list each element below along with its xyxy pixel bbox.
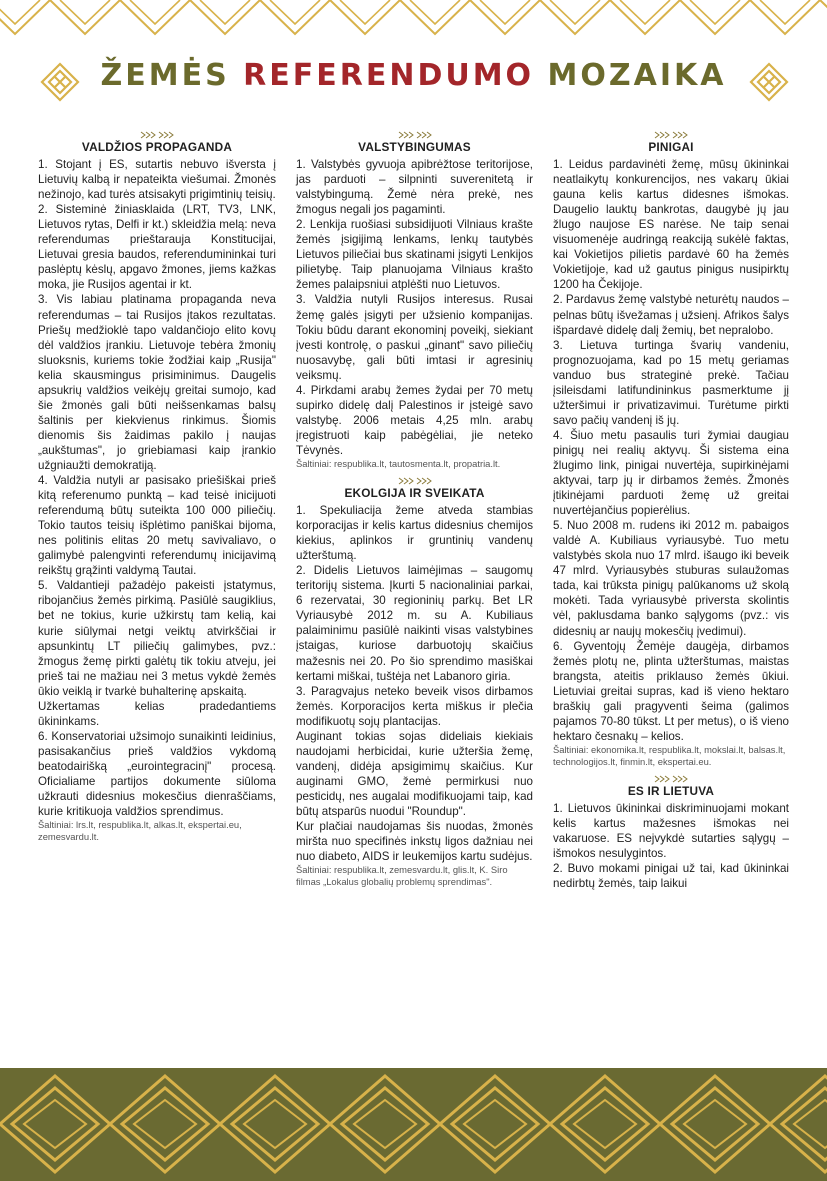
paragraph: Auginant tokias sojas dideliais kiekiais naudojami herbicidai, kurie užteršia žemę, vandenį, didėja apsigimimų skaičius. Kur auginami GMO, žemė permirkusi nuo pesticidų, nes augalai modifikuojami taip, kad būtų atsparūs nuodui "Roundup". (296, 729, 533, 818)
ornament-diamond (330, 1076, 440, 1172)
paragraph: 4. Pirkdami arabų žemes žydai per 70 metų supirko didelę dalį Palestinos ir įsteigė savo valstybę. 2006 metais 4,25 mln. arabų įregistruoti kaip pabėgėliai, jie neteko Tėvynės. (296, 383, 533, 457)
ornament-line (480, 0, 530, 24)
ornament-line (680, 0, 750, 34)
ornament-line (50, 0, 120, 34)
paragraph: 1. Stojant į ES, sutartis nebuvo išversta į Lietuvių kalbą ir nepateikta viešumai. Žmonės nežinojo, kad turės atsisakyti prigimtinių teisių. (38, 158, 276, 202)
ornament-diamond (782, 1088, 827, 1160)
paragraph: 5. Valdantieji pažadėjo pakeisti įstatymus, ribojančius žemės pirkimą. Pasiūlė saugiklius, bet ne tokius, kurie užkirstų tam kelią, kai kurie siūlymai netgi veiktų atvirkščiai ir apsunkintų LT piliečių galimybes, pvz.: žmogus žemę pirkti galėtų tik tokiu atveju, jei prieš tai ne mažiau nei 3 metus vykdė žemės ūkio veiklą ir tvarkė buhalterinę apskaitą. (38, 579, 276, 698)
chevron-ornament-icon (38, 128, 276, 138)
ornament-line (0, 0, 40, 24)
paragraph: 6. Gyventojų Žemėje daugėja, dirbamos žemės plotų ne, plinta užterštumas, maistas brangsta, ateitis priklauso žemės ūkiui. Lietuviai greitai supras, kad iš vieno hektaro braškių gali pragyventi šeima (galimos pajamos 70-80 tūkst. Lt per metus), o iš vieno hektaro česnakų – kelios. (553, 639, 789, 743)
ornament-diamond (220, 1076, 330, 1172)
paragraph: 2. Buvo mokami pinigai už tai, kad ūkininkai nedirbtų žemės, taip laikui (553, 862, 789, 891)
paragraph: 2. Lenkija ruošiasi subsidijuoti Vilniaus krašte žemės įsigijimą lenkams, lenkų tautybės Lietuvos piliečiai bus skatinami įsigyti Lenkijos pilietybę. Taip planuojama Vilniaus krašto žemes palaipsniui atplėšti nuo Lietuvos. (296, 218, 533, 292)
section-heading: PINIGAI (648, 140, 694, 154)
ornament-line (750, 0, 820, 34)
ornament-line (330, 0, 400, 34)
ornament-line (200, 0, 250, 24)
section-heading: EKOLGIJA IR SVEIKATA (344, 485, 485, 500)
ornament-line (820, 0, 827, 34)
paragraph: 1. Lietuvos ūkininkai diskriminuojami mokant kelis kartus mažesnes išmokas nei vakaruose. ES nejvykdė sutarties sąlygų – išmokos nesulygintos. (553, 801, 789, 861)
source-note: Šaltiniai: lrs.lt, respublika.lt, alkas.lt, ekspertai.eu, zemesvardu.lt. (38, 819, 242, 843)
paragraph: 1. Spekuliacija žeme atveda stambias korporacijas ir kelis kartus didesnius chemijos kiekius, aplinkos ir gruntinių vandenų užterštumą. (296, 504, 533, 563)
source-note: Šaltiniai: ekonomika.lt, respublika.lt, mokslai.lt, balsas.lt, technologijos.lt, finmin.lt, ekspertai.eu. (553, 743, 786, 767)
paragraph: 3. Lietuva turtinga švarių vandeniu, prognozuojama, kad po 15 metų geriamas vanduo bus strateginė prekė. Tačiau įsileisdami latifundininkus pasmerktume jį užteršimui ir privatizavimui. Turėtume pirkti savo pačių vandenį iš jų. (553, 338, 789, 427)
ornament-line (260, 0, 330, 34)
chevron-ornament-icon (296, 128, 533, 138)
title-word-1: ŽEMĖS (100, 58, 230, 93)
paragraph: 5. Nuo 2008 m. rudens iki 2012 m. pabaigos valdė A. Kubiliaus vyriausybė. Tuo metu valstybės skola nuo 17 mlrd. išaugo iki beveik 47 mlrd. Vyriausybės stuburas sulaužomas tada, kai trūksta pinigų palūkanoms už skolą mokėti. Tada vyriausybė priversta skolintis vėl, paklusdama banko sąlygoms (pvz.: vis didesnių ar naujų mokesčių įvedimui). (553, 519, 789, 638)
paragraph: 3. Vis labiau platinama propaganda neva referendumas – tai Rusijos įtakos rezultatas. Priešų medžioklė tapo valdančiojo elito kovų dėl valdžios įrankiu. Lietuvoje tebėra žmonių sluoksnis, kuriems tokie žodžiai kaip „Rusija" kelia skausmingus prisiminimus. Daugelis apsukrių valdžios veikėjų greitai sumojo, kad šie žmonės gali būti neišsenkamas balsų šaltinis per kiekvienus rinkimus. Šiomis dienomis šis žaidimas pakilo į naujas „aukštumas", jo griebiamasi kaip įrankio užgniaužti demokratiją. (38, 293, 276, 472)
ornament-diamond (440, 1076, 550, 1172)
paragraph: 1. Valstybės gyvuoja apibrėžtose teritorijose, jas parduoti – silpninti suverenitetą ir valstybingumą. Žemė nėra prekė, nes žmogus negali jos pagaminti. (296, 158, 533, 217)
chevron-ornament-icon (296, 474, 533, 484)
ornament-line (130, 0, 180, 24)
chevron-ornament-icon (553, 772, 789, 782)
bottom-ornament-band (0, 1068, 827, 1181)
paragraph: 4. Valdžia nutyli ar pasisako priešiškai prieš kitą referenumo punktą – kad teisė inicijuoti referendumą būtų suteikta 100 000 piliečių. Tokio tautos teisių išplėtimo paniškai bijoma, nes politinis elitas 20 metų savivaliavo, o galimybė palengvinti referendumų inicijavimą reikštų grąžinti valdymą Tautai. (38, 474, 276, 578)
ornament-diamond (550, 1076, 660, 1172)
ornament-diamond (0, 1076, 110, 1172)
paragraph: 4. Šiuo metu pasaulis turi žymiai daugiau pinigų nei realių aktyvų. Ši sistema eina žlugimo link, pinigai nuvertėja, supirkinėjami aktyvai, tarp jų ir dirbamos žemės. Žmonės įtikinėjami parduoti žemę už greitai nuvertėjančius popierėlius. (553, 428, 789, 518)
ornament-line (340, 0, 390, 24)
ornament-line (540, 0, 610, 34)
paragraph: 3. Paragvajus neteko beveik visos dirbamos žemės. Korporacijos kerta miškus ir plečia modifikuotų sojų plantacijas. (296, 684, 533, 728)
source-note: Šaltiniai: respublika.lt, zemesvardu.lt, glis.lt, K. Siro filmas „Lokalus globalių problemų sprendimas". (296, 864, 508, 888)
ornament-line (400, 0, 470, 34)
ornament-line (690, 0, 740, 24)
ornament-line (120, 0, 190, 34)
paragraph: 2. Didelis Lietuvos laimėjimas – saugomų teritorijų sistema. Įkurti 5 nacionaliniai parkai, 6 rezervatai, 30 regioninių parkų. Bet LR Vyriausybė 2012 m. su A. Kubiliaus palaiminimu pasiūlė naikinti visas valstybines įstaigas, kuriose darbuotojų skaičius mažesnis nei 20. Po šio sprendimo masiškai kertami miškai, tuštėja net Labanoro giria. (296, 564, 533, 683)
ornament-line (270, 0, 320, 24)
section-heading: ES IR LIETUVA (627, 783, 715, 798)
chevron-ornament-icon (553, 128, 789, 138)
section-heading: VALSTYBINGUMAS (358, 140, 471, 154)
paragraph: Kur plačiai naudojamas šis nuodas, žmonės miršta nuo specifinės inkstų ligos dažniau nei nuo diabeto, AIDS ir leukemijos kartu sudėjus. (296, 820, 533, 864)
diamond-ornament-icon (40, 62, 80, 102)
ornament-diamond (110, 1076, 220, 1172)
ornament-line (760, 0, 810, 24)
column-valdzios-propaganda (38, 128, 276, 847)
title-word-3: MOZAIKA (547, 58, 727, 93)
page-title (0, 58, 827, 93)
paragraph: Užkertamas kelias pradedantiems ūkininkams. (38, 699, 276, 728)
ornament-line (470, 0, 540, 34)
bottom-ornament-pattern (0, 1068, 827, 1181)
ornament-line (190, 0, 260, 34)
diamond-ornament-icon (749, 62, 789, 102)
ornament-line (60, 0, 110, 24)
ornament-diamond (660, 1076, 770, 1172)
section-heading: VALDŽIOS PROPAGANDA (81, 140, 233, 154)
paragraph: 1. Leidus pardavinėti žemę, mūsų ūkininkai neatlaikytų konkurencijos, nes vakarų ūkiai gauna kelis kartus didesnes išmokas. Daugelio lauktų bankrotas, daugybė jų jau žlugo naujose ES narėse. Ne taip senai visuomenėje audringą reakciją sukėlė faktas, kai Vokietijos pilietis pardavė 60 ha žemės Vokietijoje, kad už gautus pinigus nusipirktų 1200 ha Čekijoje. (553, 158, 789, 292)
paragraph: 2. Pardavus žemę valstybė neturėtų naudos – pelnas būtų išvežamas į užsienį. Afrikos šalys išpardavė didelę dalį žemių, bet nepralobo. (553, 293, 789, 337)
paragraph: 2. Sisteminė žiniasklaida (LRT, TV3, LNK, Lietuvos rytas, Delfi ir kt.) skleidžia melą: neva referendumas prieštarauja Konstitucijai, Lietuvai gresia baudos, referendumininkai turi paslėptų kėslų, apgavo žmones, jiems kažkas moka, jie Rusijos agentai ir kt. (38, 203, 276, 292)
paragraph: 6. Konservatoriai užsimojo sunaikinti leidinius, pasisakančius prieš valdžios vykdomą beatodairišką „eurointegracinį" procesą. Oficialiame partijos dokumente siūloma užkrauti didesnius mokesčius dienraščiams, kurie kritikuoja valdžios sprendimus. (38, 729, 276, 819)
source-note: Šaltiniai: respublika.lt, tautosmenta.lt, propatria.lt. (296, 457, 501, 469)
column-2 (296, 128, 533, 892)
ornament-line (550, 0, 600, 24)
ornament-line (410, 0, 460, 24)
ornament-line (610, 0, 680, 34)
column-3 (553, 128, 789, 891)
ornament-diamond (794, 1100, 827, 1148)
ornament-line (620, 0, 670, 24)
top-ornament-border (0, 0, 827, 40)
ornament-diamond (770, 1076, 827, 1172)
title-word-2: REFERENDUMO (243, 58, 535, 93)
paragraph: 3. Valdžia nutyli Rusijos interesus. Rusai žemę galės įsigyti per užsienio kompanijas. Tokiu būdu darant ekonominį poveikį, siekiant įvesti kontrolę, o paskui „ginant" savo piliečių nuosavybę, gali būti imtasi ir agresinių veiksmų. (296, 293, 533, 382)
